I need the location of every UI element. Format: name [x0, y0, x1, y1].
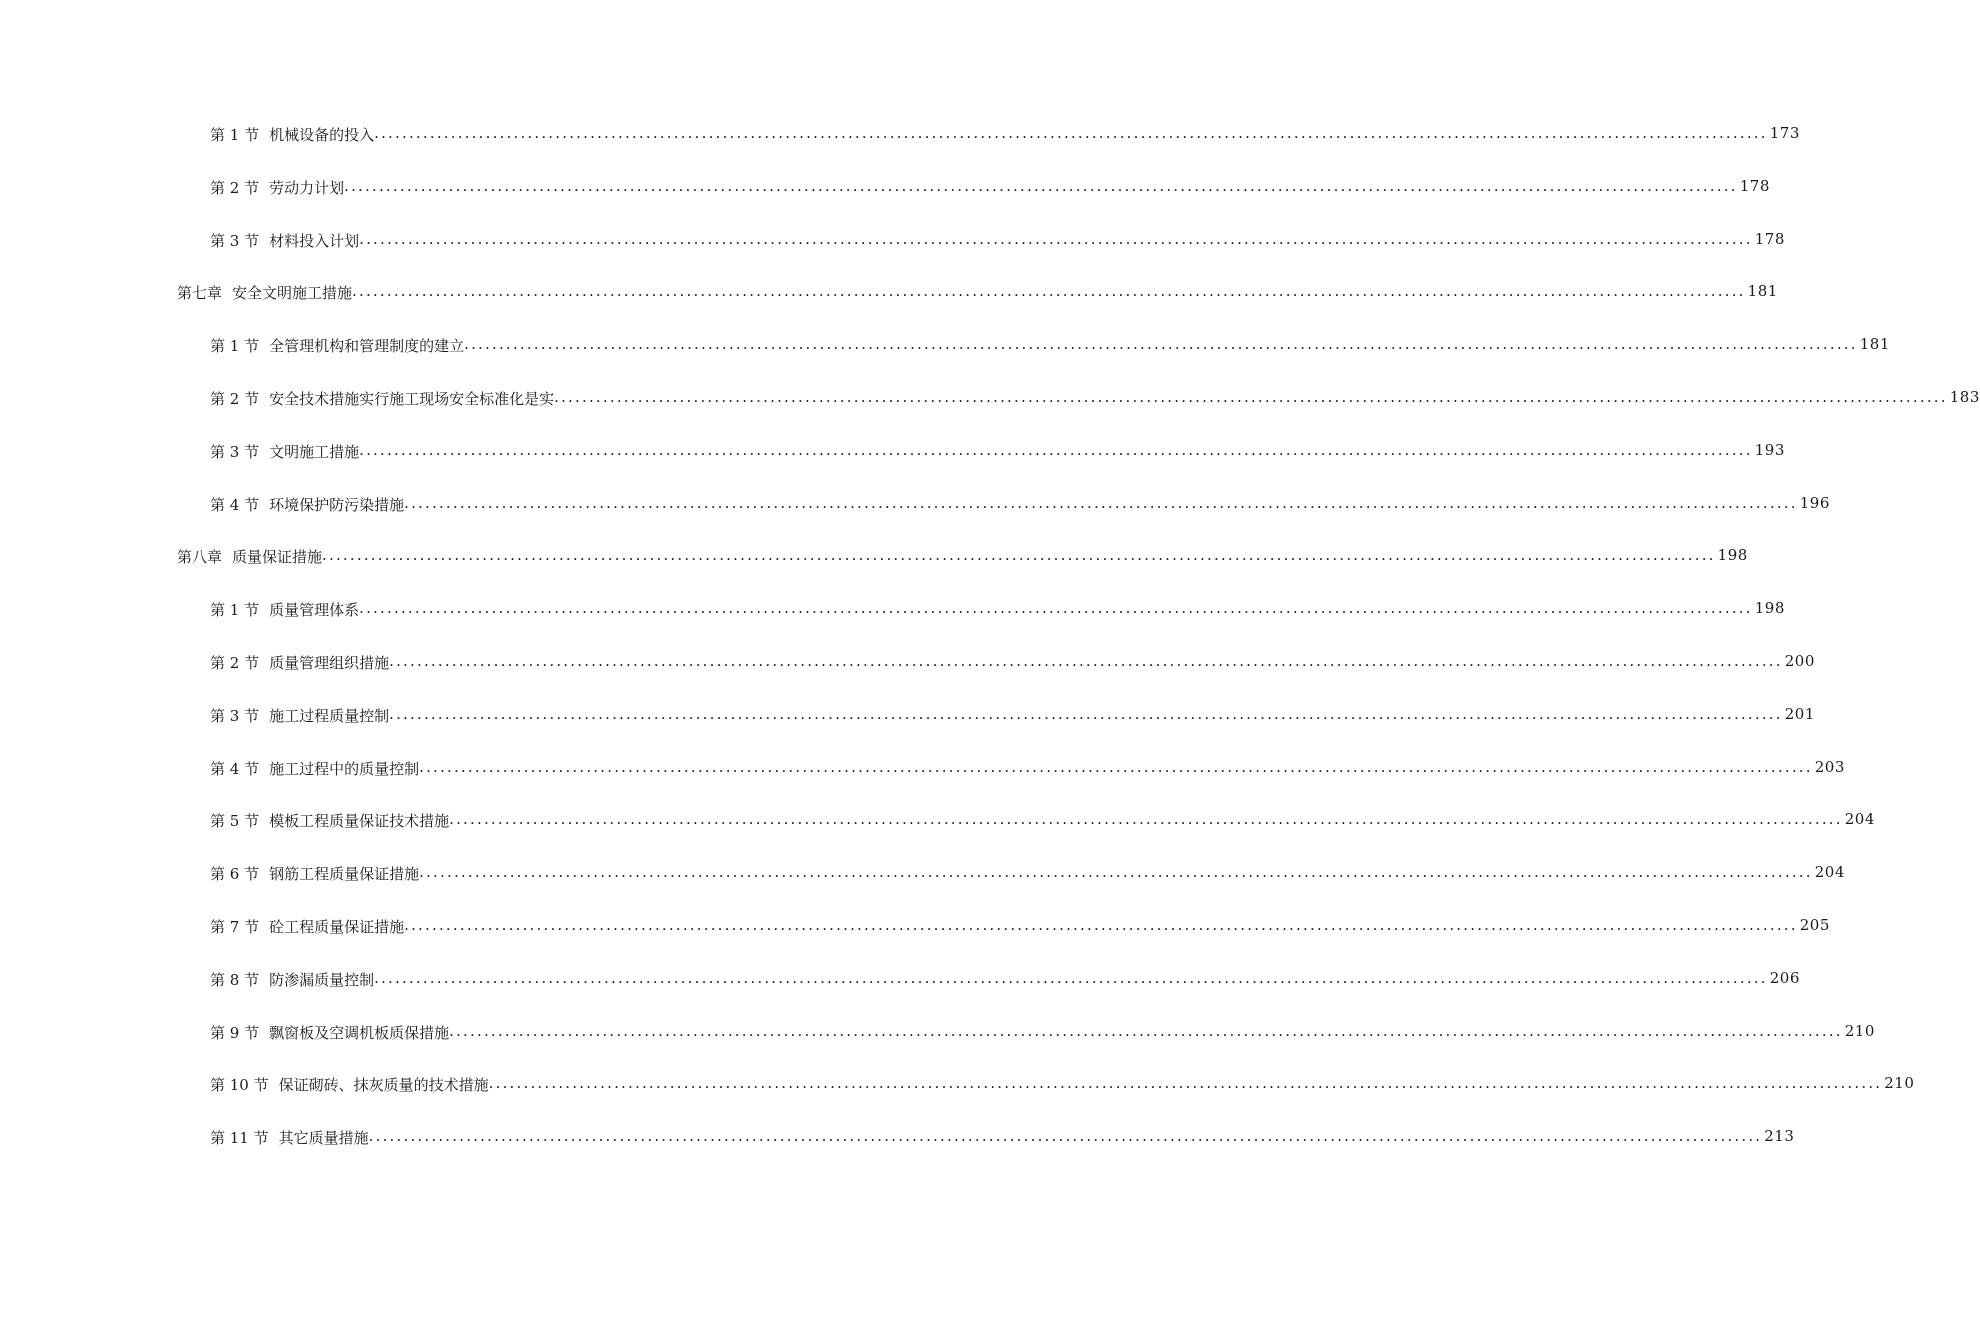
toc-entry-page: 181 [1747, 282, 1778, 301]
toc-entry-number: 第七章 [177, 284, 223, 303]
toc-entry-title: 砼工程质量保证措施 [269, 917, 405, 936]
toc-entry-page: 183 [1949, 387, 1980, 406]
toc-entry-title: 机械设备的投入 [269, 126, 375, 144]
toc-entry-title: 全管理机构和管理制度的建立 [269, 337, 465, 356]
toc-entry[interactable] [0, 176, 1770, 230]
toc-entry[interactable] [0, 387, 1980, 441]
toc-entry-page: 178 [1739, 176, 1770, 195]
toc-entry[interactable] [0, 1127, 1795, 1180]
toc-entry-title: 钢筋工程质量保证措施 [269, 865, 420, 884]
toc-entry-title: 模板工程质量保证技术措施 [269, 812, 450, 831]
toc-entry-number: 第 1 节 [210, 601, 260, 620]
toc-entry[interactable] [0, 968, 1800, 1022]
toc-entry-page: 210 [1844, 1021, 1875, 1040]
toc-entry-number: 第 5 节 [210, 812, 260, 831]
dot-leader: ........................................................................................................................................................................................................ [344, 176, 1738, 195]
toc-entry[interactable] [0, 599, 1785, 652]
toc-entry-number: 第 6 节 [210, 865, 260, 884]
dot-leader: ........................................................................................................................................................................................................ [374, 124, 1768, 142]
toc-entry-title: 质量保证措施 [232, 548, 323, 567]
toc-entry-page: 173 [1769, 124, 1800, 142]
toc-chapter-entry[interactable] [0, 282, 1778, 335]
toc-entry-number: 第 8 节 [210, 970, 260, 989]
toc-entry-title: 文明施工措施 [269, 442, 360, 461]
toc-entry-number: 第 7 节 [210, 917, 260, 936]
toc-entry-page: 196 [1799, 493, 1830, 512]
toc-entry[interactable] [0, 1021, 1875, 1075]
toc-chapter-entry[interactable] [0, 546, 1748, 599]
toc-entry-page: 205 [1799, 915, 1830, 934]
toc-entry[interactable] [0, 915, 1830, 969]
toc-entry[interactable] [0, 651, 1815, 705]
dot-leader: ........................................................................................................................................................................................................ [389, 651, 1783, 670]
toc-entry-number: 第 4 节 [210, 759, 260, 778]
toc-entry-page: 213 [1764, 1127, 1795, 1146]
toc-entry[interactable] [0, 229, 1785, 283]
toc-entry-number: 第 2 节 [210, 178, 260, 197]
dot-leader: ........................................................................................................................................................................................................ [554, 387, 1948, 406]
toc-entry-title: 安全文明施工措施 [232, 284, 353, 303]
toc-entry-page: 206 [1769, 968, 1800, 987]
dot-leader: ........................................................................................................................................................................................................ [322, 546, 1716, 565]
toc-entry-title: 飘窗板及空调机板质保措施 [269, 1023, 450, 1042]
toc-entry-number: 第八章 [177, 548, 223, 567]
toc-entry[interactable] [0, 1074, 1915, 1127]
toc-entry-number: 第 1 节 [210, 126, 260, 144]
toc-entry[interactable] [0, 704, 1815, 758]
table-of-contents [0, 124, 1980, 1180]
toc-entry[interactable] [0, 493, 1830, 547]
toc-entry-number: 第 4 节 [210, 495, 260, 514]
toc-entry-page: 200 [1784, 651, 1815, 670]
dot-leader: ........................................................................................................................................................................................................ [419, 757, 1813, 776]
dot-leader: ........................................................................................................................................................................................................ [449, 810, 1843, 829]
toc-entry-number: 第 11 节 [210, 1129, 269, 1148]
toc-entry-page: 203 [1814, 757, 1845, 776]
toc-entry-page: 193 [1754, 440, 1785, 459]
toc-entry-number: 第 1 节 [210, 337, 260, 356]
toc-entry[interactable] [0, 863, 1845, 916]
toc-entry-number: 第 3 节 [210, 706, 260, 725]
toc-entry-title: 其它质量措施 [278, 1129, 369, 1148]
toc-entry[interactable] [0, 810, 1875, 863]
toc-entry-title: 施工过程中的质量控制 [269, 759, 420, 778]
toc-entry-title: 环境保护防污染措施 [269, 495, 405, 514]
dot-leader: ........................................................................................................................................................................................................ [404, 493, 1798, 512]
dot-leader: ........................................................................................................................................................................................................ [404, 915, 1798, 934]
dot-leader: ........................................................................................................................................................................................................ [359, 229, 1753, 248]
dot-leader: ........................................................................................................................................................................................................ [359, 440, 1753, 459]
toc-entry-number: 第 3 节 [210, 231, 260, 250]
toc-entry-number: 第 3 节 [210, 442, 260, 461]
dot-leader: ........................................................................................................................................................................................................ [389, 704, 1783, 723]
toc-entry-number: 第 2 节 [210, 389, 260, 408]
dot-leader: ........................................................................................................................................................................................................ [368, 1127, 1763, 1146]
toc-entry-title: 材料投入计划 [269, 231, 360, 250]
dot-leader: ........................................................................................................................................................................................................ [488, 1074, 1883, 1093]
toc-entry-title: 劳动力计划 [269, 178, 345, 197]
toc-entry-number: 第 10 节 [210, 1076, 269, 1095]
toc-entry-title: 质量管理体系 [269, 601, 360, 620]
toc-entry-page: 204 [1844, 810, 1875, 829]
toc-entry[interactable] [0, 335, 1890, 388]
toc-entry-page: 178 [1754, 229, 1785, 248]
toc-entry-title: 质量管理组织措施 [269, 653, 390, 672]
toc-entry-page: 210 [1884, 1074, 1915, 1093]
toc-entry-page: 198 [1754, 599, 1785, 618]
dot-leader: ........................................................................................................................................................................................................ [449, 1021, 1843, 1040]
dot-leader: ........................................................................................................................................................................................................ [419, 863, 1813, 882]
dot-leader: ........................................................................................................................................................................................................ [464, 335, 1858, 354]
toc-entry-title: 防渗漏质量控制 [269, 970, 375, 989]
toc-entry[interactable] [0, 757, 1845, 811]
toc-entry-page: 201 [1784, 704, 1815, 723]
toc-entry-number: 第 2 节 [210, 653, 260, 672]
toc-entry-page: 204 [1814, 863, 1845, 882]
toc-entry-title: 安全技术措施实行施工现场安全标准化是实 [269, 389, 555, 408]
toc-entry[interactable] [0, 440, 1785, 494]
dot-leader: ........................................................................................................................................................................................................ [374, 968, 1768, 987]
toc-entry-title: 施工过程质量控制 [269, 706, 390, 725]
toc-entry[interactable] [0, 124, 1800, 177]
dot-leader: ........................................................................................................................................................................................................ [359, 599, 1753, 618]
toc-entry-title: 保证砌砖、抹灰质量的技术措施 [278, 1076, 489, 1095]
toc-entry-page: 198 [1717, 546, 1748, 565]
toc-entry-number: 第 9 节 [210, 1023, 260, 1042]
toc-entry-page: 181 [1859, 335, 1890, 354]
dot-leader: ........................................................................................................................................................................................................ [352, 282, 1746, 301]
